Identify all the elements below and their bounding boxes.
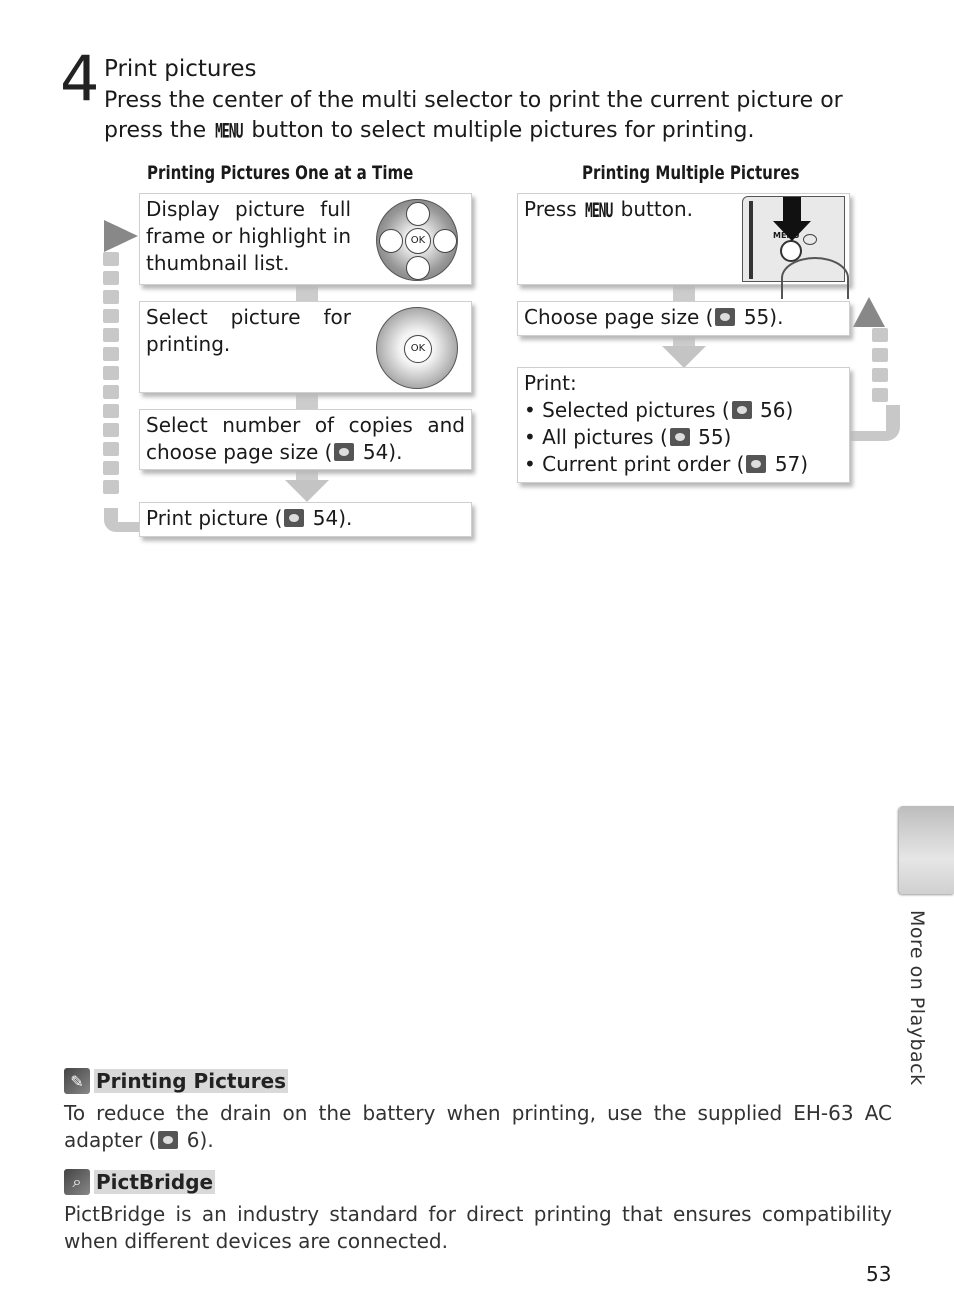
camera-back-illustration: [742, 196, 845, 282]
page-ref: 54).: [362, 440, 403, 464]
camera-dial-outline: [781, 257, 849, 299]
page-reference-icon: [732, 401, 752, 419]
note-heading: PictBridge: [96, 1170, 214, 1194]
page-ref: 54).: [312, 506, 353, 530]
note-printing-pictures-body: [64, 1100, 892, 1154]
print-option-all: [524, 424, 843, 451]
box-text: Choose page size (: [524, 305, 714, 329]
menu-button-icon: MENU: [585, 200, 613, 223]
box-text: Select picture for printing.: [146, 305, 351, 356]
step-body-line2: button to select multiple pictures for printing.: [251, 118, 755, 143]
print-option-selected: [524, 397, 843, 424]
bullet-text: • Selected pictures (: [524, 398, 730, 422]
camera-menu-label: MENU: [773, 231, 800, 240]
right-loop-curve: [850, 405, 900, 441]
section-tab-label: More on Playback: [906, 910, 928, 1086]
ok-button-label: OK: [404, 335, 432, 363]
multi-selector-dpad-icon: [376, 199, 458, 281]
note-pictbridge-header: [64, 1169, 215, 1195]
note-text: To reduce the drain on the battery when printing, use the supplied EH-63 AC adapter (: [64, 1101, 892, 1152]
page-number: 53: [866, 1262, 892, 1286]
step-box-print-picture: [139, 502, 472, 537]
page-ref: 57): [774, 452, 809, 476]
note-printing-pictures-header: [64, 1068, 288, 1094]
page-ref: 6).: [186, 1128, 214, 1152]
step-number: 4: [60, 42, 100, 115]
page-reference-icon: [334, 443, 354, 461]
step-body-line1: Press the center of the multi selector to print the current picture or press: [104, 88, 843, 143]
print-option-order: [524, 451, 843, 478]
loop-arrowhead-icon: [104, 220, 138, 252]
ok-button-label: OK: [405, 228, 431, 254]
right-column-heading: Printing Multiple Pictures: [582, 162, 800, 184]
section-tab: [899, 806, 954, 894]
box-text: Print picture (: [146, 506, 283, 530]
press-arrow-head-icon: [773, 221, 811, 241]
left-loop-arrow-icon: [103, 252, 121, 517]
page-ref: 55).: [743, 305, 784, 329]
bullet-text: • Current print order (: [524, 452, 745, 476]
page-reference-icon: [284, 509, 304, 527]
camera-edge: [749, 201, 753, 279]
box-text: button.: [620, 197, 693, 221]
left-column-heading: Printing Pictures One at a Time: [147, 162, 414, 184]
step-box-choose-page-size: [517, 301, 850, 336]
pictbridge-icon: ⌕: [64, 1169, 90, 1195]
box-text: Press: [524, 197, 577, 221]
right-connector-1: [673, 285, 695, 301]
left-down-arrow-icon: [285, 480, 329, 502]
right-loop-arrowhead-icon: [853, 297, 885, 327]
print-options-title: Print:: [524, 371, 577, 395]
step-instructions: [104, 86, 894, 148]
right-connector-2: [673, 336, 695, 346]
left-connector-3: [296, 470, 318, 480]
page-reference-icon: [746, 455, 766, 473]
box-text: Display picture full frame or highlight in thumbnail list.: [146, 197, 351, 275]
page-reference-icon: [670, 428, 690, 446]
note-heading: Printing Pictures: [96, 1069, 287, 1093]
note-pictbridge-body: PictBridge is an industry standard for direct printing that ensures compatibility when different devices are connected.: [64, 1202, 892, 1253]
multi-selector-ok-icon: [376, 307, 458, 389]
pencil-note-icon: ✎: [64, 1068, 90, 1094]
step-title: Print pictures: [104, 56, 257, 82]
menu-button-icon: MENU: [215, 121, 243, 144]
right-down-arrow-icon: [662, 346, 706, 368]
press-arrow-shaft-icon: [783, 197, 801, 223]
step-box-select-copies: [139, 409, 472, 470]
page-ref: 56): [760, 398, 794, 422]
page-ref: 55): [698, 425, 732, 449]
step-body-the: the: [170, 118, 207, 143]
step-box-print-options: [517, 367, 850, 483]
bullet-text: • All pictures (: [524, 425, 668, 449]
box-text: Select number of copies and choose page size (: [146, 413, 465, 464]
page-reference-icon: [158, 1131, 178, 1149]
page-reference-icon: [715, 308, 735, 326]
